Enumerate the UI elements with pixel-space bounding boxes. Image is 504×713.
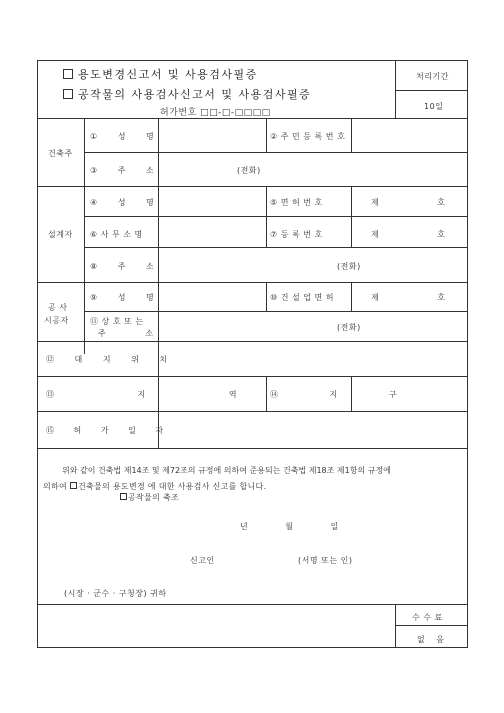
header-divider — [395, 60, 396, 118]
contractor-section-label-1: 공 사 — [48, 303, 68, 312]
site-row-2 — [37, 411, 468, 412]
owner-rrn-right — [351, 118, 352, 152]
header-bottom — [37, 118, 468, 119]
owner-rrn-label: ② 주 민 등 록 번 호 — [270, 132, 346, 141]
statement-line-3: 공작물의 축조 — [120, 492, 179, 503]
contractor-bottom — [37, 341, 468, 342]
contractor-mid-left — [266, 282, 267, 311]
signature-label: (서명 또는 인) — [298, 556, 353, 565]
header-process-divider — [395, 90, 468, 91]
border-bottom — [37, 647, 468, 648]
contractor-trade-label-1: ⑪ 상 호 또 는 — [90, 317, 144, 326]
owner-bottom — [37, 186, 468, 187]
statement-line-2: 의하여 건축물의 용도변경 에 대한 사용검사 신고를 합니다. — [43, 482, 267, 491]
fee-top — [37, 604, 468, 605]
border-top — [37, 60, 468, 61]
contractor-label-divider — [158, 282, 159, 448]
fee-value: 없 음 — [417, 635, 445, 644]
checkbox-icon[interactable] — [63, 89, 73, 99]
form-title-2: 공작물의 사용검사신고서 및 사용검사필증 — [63, 86, 311, 102]
processing-period-value: 10일 — [424, 102, 444, 111]
owner-row-divider — [84, 152, 468, 153]
site-row-1 — [37, 376, 468, 377]
site-district-label: ⑭ 지 구 — [270, 390, 398, 399]
designer-mid-left — [266, 186, 267, 247]
fee-left — [395, 604, 396, 648]
contractor-license-no: 제 호 — [371, 293, 446, 302]
designer-row-2 — [84, 247, 468, 248]
owner-rrn-left — [266, 118, 267, 152]
contractor-name-label: ⑨ 성 명 — [90, 293, 163, 302]
site-row-3 — [37, 448, 468, 449]
fee-mid — [395, 625, 468, 626]
applicant-label: 신고인 — [190, 556, 215, 565]
site-location-label: ⑫ 대 지 위 치 — [46, 355, 177, 364]
designer-reg-no: 제 호 — [371, 230, 446, 239]
designer-phone: (전화) — [337, 262, 361, 271]
permit-number: 허가번호 □□-□-□□□□ — [160, 108, 271, 118]
contractor-license-label: ⑩ 건 설 업 면 허 — [270, 293, 335, 302]
designer-mid-right — [351, 186, 352, 247]
designer-reg-label: ⑦ 등 록 번 호 — [270, 230, 323, 239]
designer-name-label: ④ 성 명 — [90, 198, 163, 207]
contractor-row-1 — [84, 311, 468, 312]
processing-period-label: 처리기간 — [416, 72, 449, 81]
owner-address-label: ③ 주 소 — [90, 166, 163, 175]
owner-phone: (전화) — [237, 166, 261, 175]
designer-section-label: 설계자 — [48, 230, 73, 239]
site-district-left — [266, 376, 267, 411]
statement-date: 년 월 일 — [240, 522, 339, 531]
checkbox-icon[interactable] — [63, 69, 73, 79]
statement-line-1: 위와 같이 건축법 제14조 및 제72조의 규정에 의하여 준용되는 건축법 제18조 제1항의 규정에 — [62, 466, 391, 475]
designer-row-1 — [84, 216, 468, 217]
border-left — [37, 60, 38, 648]
designer-address-label: ⑧ 주 소 — [90, 262, 163, 271]
designer-license-no: 제 호 — [371, 198, 446, 207]
recipient-label: (시장 · 군수 · 구청장) 귀하 — [64, 589, 167, 598]
contractor-phone: (전화) — [337, 323, 361, 332]
designer-license-label: ⑤ 면 허 번 호 — [270, 198, 323, 207]
form-title-1: 용도변경신고서 및 사용검사필증 — [63, 66, 258, 82]
designer-bottom — [37, 282, 468, 283]
designer-office-label: ⑥ 사 무 소 명 — [90, 230, 143, 239]
checkbox-icon[interactable] — [120, 493, 127, 500]
owner-section-label: 건축주 — [48, 149, 73, 158]
owner-col-divider — [84, 118, 85, 354]
contractor-mid-right — [351, 282, 352, 311]
border-right — [467, 60, 468, 648]
contractor-trade-label-2: 주 소 — [98, 329, 154, 338]
site-permit-date-label: ⑮ 허 가 일 자 — [46, 426, 164, 435]
owner-name-label: ① 성 명 — [90, 132, 163, 141]
contractor-section-label-2: 시공자 — [44, 316, 69, 325]
fee-label: 수 수 료 — [412, 613, 443, 622]
checkbox-icon[interactable] — [70, 482, 77, 489]
site-lot-label: ⑬ 지 역 — [46, 390, 238, 399]
